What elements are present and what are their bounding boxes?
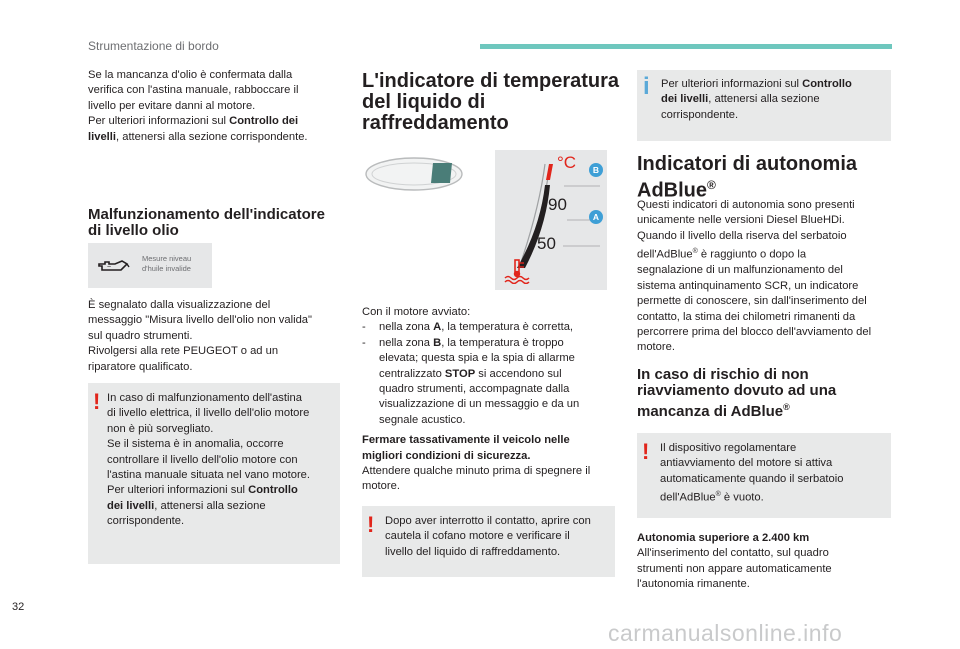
text-line [660, 487, 888, 506]
text-line [379, 367, 617, 382]
text-line: elevata; questa spia e la spia di allarme [379, 352, 575, 365]
autonomy-subtitle: Autonomia superiore a 2.400 km [637, 532, 810, 544]
text-line: di livello elettrica, il livello dell'olio motore [107, 407, 310, 420]
text-span: AdBlue [637, 179, 707, 202]
text-line: sistema antinquinamento SCR, un indicatore [637, 279, 859, 292]
stop-label: STOP [444, 367, 476, 380]
text-line: visualizzazione di un messaggio e da un [379, 398, 580, 411]
bold-reference: Controllo dei [229, 115, 299, 128]
text-line: non è più sorvegliato. [107, 422, 214, 435]
bold-reference: dei livelli [661, 93, 709, 106]
bold-reference: Controllo [802, 78, 852, 90]
zone-a-badge: A [589, 210, 603, 224]
heading-line: Indicatori di autonomia [637, 153, 858, 175]
text-line [88, 130, 343, 145]
text-span: , attenersi alla sezione [708, 93, 820, 106]
text-line: unicamente nelle versioni Diesel BlueHDi. [637, 214, 845, 227]
page-number: 32 [12, 601, 25, 613]
text-line: motore. [362, 480, 400, 493]
celsius-unit: °C [557, 153, 577, 172]
text-span: si accendono sul [475, 367, 562, 380]
text-span: , attenersi alla sezione corrispondente. [116, 130, 308, 143]
text-span: nella zona [379, 336, 434, 349]
intro-paragraph [88, 68, 343, 145]
heading-line: Malfunzionamento dell'indicatore [88, 206, 325, 223]
text-line: Quando il livello della riserva del serbatoio [637, 229, 847, 242]
text-span: Per ulteriori informazioni sul [107, 484, 249, 497]
text-line: cautela il cofano motore e verificare il [385, 530, 570, 543]
text-span: , la temperatura è troppo [441, 336, 564, 349]
header-accent-bar [480, 44, 892, 49]
text-line: migliori condizioni di sicurezza. [362, 449, 531, 462]
text-line: corrispondente. [107, 515, 185, 528]
registered-mark: ® [783, 402, 790, 412]
text-line: percorrere prima del blocco dell'avviamento del [637, 325, 872, 338]
registered-mark: ® [707, 178, 716, 192]
text-span: dell'AdBlue [637, 248, 693, 261]
text-span: Per ulteriori informazioni sul [88, 115, 230, 128]
text-line [107, 499, 337, 514]
autonomy-paragraph [637, 531, 892, 593]
text-line: controllare il livello dell'olio motore con [107, 453, 298, 466]
text-line: Rivolgersi alla rete PEUGEOT o ad un [88, 345, 279, 358]
warning-note-oil-dipstick [88, 383, 340, 564]
registered-mark: ® [715, 491, 721, 499]
info-note-levels [637, 70, 891, 141]
adblue-restart-heading [637, 367, 897, 420]
text-line: motore. [637, 341, 675, 354]
text-line [107, 483, 337, 498]
coolant-temperature-heading [362, 71, 622, 134]
text-line: quadro strumenti, accompagnate dalla [379, 383, 570, 396]
list-dash: - [362, 336, 366, 349]
text-line: All'inserimento del contatto, sul quadro [637, 547, 829, 560]
list-item [362, 320, 617, 335]
text-span: , la temperatura è corretta, [441, 321, 574, 334]
bold-reference: Controllo [248, 484, 298, 497]
text-line: strumenti non appare automaticamente [637, 562, 832, 575]
info-icon: i [643, 73, 650, 100]
bold-reference: livelli [88, 130, 116, 143]
text-line: messaggio "Misura livello dell'olio non valida" [88, 314, 312, 327]
oil-indicator-body [88, 298, 343, 375]
text-line: contatto, la stima dei chilometri rimanenti da [637, 310, 856, 323]
adblue-range-heading [637, 154, 897, 202]
heading-line: del liquido di raffreddamento [362, 91, 509, 134]
text-span: dell'AdBlue [660, 491, 716, 504]
text-line: l'astina manuale situata nel vano motore. [107, 469, 311, 482]
coolant-temperature-icon [503, 258, 531, 284]
zone-b-badge: B [589, 163, 603, 177]
text-line: Il dispositivo regolamentare [660, 442, 797, 454]
text-line: livello per evitare danni al motore. [88, 99, 256, 112]
text-line: In caso di malfunzionamento dell'astina [107, 392, 302, 404]
coolant-temperature-body [362, 305, 617, 495]
warning-icon: ! [642, 439, 650, 464]
text-line: Dopo aver interrotto il contatto, aprire con [385, 515, 591, 527]
text-line [88, 114, 343, 129]
text-line: segnalazione di un malfunzionamento del [637, 264, 843, 277]
warning-text [107, 391, 337, 530]
zone-label: B [433, 336, 442, 349]
svg-text:~: ~ [107, 264, 112, 271]
oil-can-icon [96, 255, 132, 275]
text-line: d'huile invalide [142, 264, 191, 273]
text-line: È segnalato dalla visualizzazione del [88, 299, 271, 311]
gauge-mark-90: 90 [548, 195, 567, 214]
text-line: sul quadro strumenti. [88, 329, 193, 342]
text-span: è raggiunto o dopo la [697, 248, 807, 261]
warning-note-adblue [637, 433, 891, 518]
text-line: Mesure niveau [142, 254, 192, 263]
text-span: mancanza di AdBlue [637, 403, 784, 420]
text-line: verifica con l'astina manuale, rabboccare il [88, 84, 299, 97]
display-message [142, 254, 191, 274]
warning-note-coolant [362, 506, 615, 577]
heading-line: L'indicatore di temperatura [362, 70, 620, 92]
text-line: automaticamente quando il serbatoio [660, 472, 844, 485]
temperature-zone-list [362, 320, 617, 428]
coolant-temperature-gauge [495, 150, 607, 290]
text-span: Per ulteriori informazioni sul [661, 78, 803, 90]
heading-line: In caso di rischio di non [637, 366, 809, 383]
text-line [661, 92, 887, 107]
oil-warning-display [88, 243, 212, 288]
text-line: riparatore qualificato. [88, 360, 193, 373]
section-header: Strumentazione di bordo [88, 39, 219, 53]
warning-icon: ! [93, 389, 101, 414]
instrument-panel-illustration [364, 155, 464, 193]
heading-line: di livello olio [88, 222, 179, 239]
text-line: livello del liquido di raffreddamento. [385, 545, 561, 558]
bold-reference: dei livelli [107, 499, 155, 512]
text-line: corrispondente. [661, 108, 739, 121]
list-dash: - [362, 321, 366, 334]
text-span: centralizzato [379, 367, 445, 380]
zone-label: A [433, 321, 442, 334]
text-line: Questi indicatori di autonomia sono presenti [637, 199, 855, 211]
text-line: permette di conoscere, sin dall'inserimento del [637, 295, 867, 308]
info-text [661, 77, 887, 123]
text-line: Se il sistema è in anomalia, occorre [107, 438, 284, 451]
text-span: nella zona [379, 321, 434, 334]
text-line [661, 77, 887, 92]
text-span: , attenersi alla sezione [154, 499, 266, 512]
gauge-mark-50: 50 [537, 234, 556, 253]
text-line: Con il motore avviato: [362, 306, 471, 318]
adblue-range-body [637, 198, 892, 356]
text-line: Attendere qualche minuto prima di spegnere il [362, 465, 591, 478]
text-line: antiavviamento del motore si attiva [660, 457, 833, 470]
heading-line: riavviamento dovuto ad una [637, 382, 837, 399]
text-line: Se la mancanza d'olio è confermata dalla [88, 69, 293, 81]
watermark: carmanualsonline.info [608, 620, 843, 646]
text-line: Fermare tassativamente il veicolo nelle [362, 434, 570, 447]
text-span: è vuoto. [720, 491, 764, 504]
oil-indicator-heading [88, 207, 348, 239]
list-item [362, 336, 617, 428]
warning-text [385, 514, 613, 560]
text-line: segnale acustico. [379, 413, 466, 426]
registered-mark: ® [692, 248, 698, 256]
warning-icon: ! [367, 512, 375, 537]
text-line [637, 244, 892, 263]
heading-line [637, 399, 897, 420]
text-line: l'autonomia rimanente. [637, 578, 750, 591]
warning-text [660, 441, 888, 506]
